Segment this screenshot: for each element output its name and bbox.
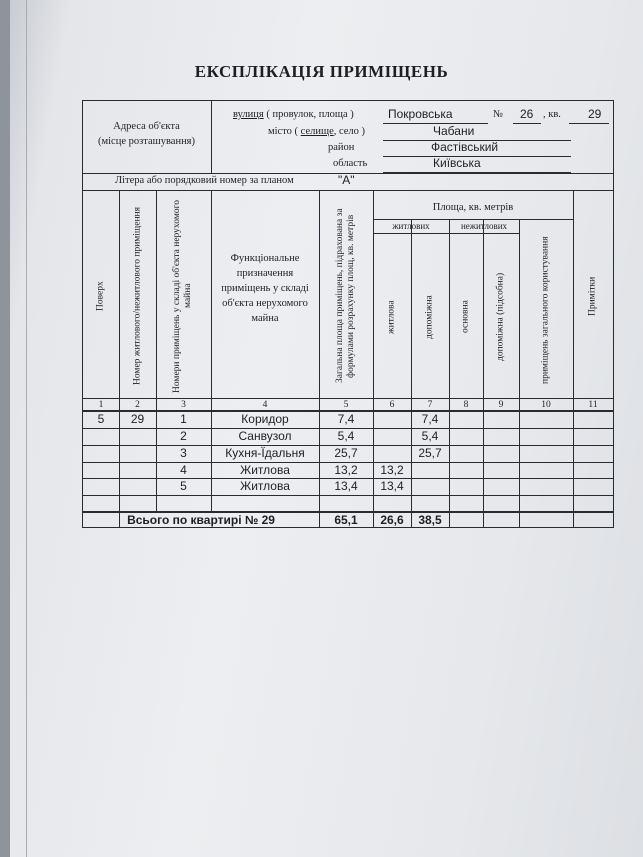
document-title: ЕКСПЛІКАЦІЯ ПРИМІЩЕНЬ: [194, 62, 449, 81]
page-fold-line: [26, 0, 27, 857]
explication-table: [82, 100, 614, 528]
row5-living: 13,4: [380, 479, 404, 493]
row3-room: 3: [180, 446, 187, 460]
district-label: район: [328, 142, 355, 153]
apartment-underline: [569, 123, 609, 124]
residential-label: житлових: [392, 221, 430, 231]
district-value: Фастівський: [431, 140, 499, 154]
header-common-use: приміщень загального користування: [540, 236, 551, 384]
area-subgroup-border: [373, 233, 519, 234]
column-number-8: 8: [463, 400, 469, 410]
column-number-6: 6: [389, 400, 395, 410]
column-number-11: 11: [588, 400, 598, 410]
column-number-2: 2: [135, 400, 140, 410]
col-line-8: [483, 219, 484, 527]
col-line-10: [573, 190, 574, 527]
area-group-label: Площа, кв. метрів: [432, 202, 514, 213]
city-label-c: , село ): [333, 126, 366, 137]
row1-floor: 5: [97, 412, 105, 426]
house-number-underline: [513, 123, 541, 124]
col-line-7: [449, 219, 450, 527]
row2-aux: 5,4: [421, 429, 439, 443]
street-label-b: ( провулок, площа ): [266, 109, 354, 120]
city-value: Чабани: [433, 124, 475, 138]
row3-aux: 25,7: [418, 446, 442, 460]
row5-purpose: Житлова: [240, 479, 290, 493]
header-living: житлова: [386, 300, 397, 334]
col-line-1: [119, 190, 120, 527]
row4-purpose: Житлова: [240, 463, 290, 477]
row2-total: 5,4: [337, 429, 355, 443]
header-main-nonres: основна: [460, 300, 471, 334]
total-area: 65,1: [334, 513, 358, 527]
city-label-a: місто (: [268, 126, 299, 137]
header-room-numbers: Номери приміщень у складі об'єкта нерухомого майна: [172, 199, 193, 393]
row5-room: 5: [180, 479, 187, 493]
row5-total: 13,4: [334, 479, 358, 493]
total-aux: 38,5: [418, 513, 442, 527]
city-label: [268, 126, 365, 137]
row-border-5: [83, 495, 613, 496]
city-label-b: селище: [300, 126, 334, 137]
street-label-a: вулиця: [233, 109, 264, 120]
row4-total: 13,2: [334, 463, 358, 477]
column-number-3: 3: [181, 400, 186, 410]
total-living: 26,6: [380, 513, 404, 527]
column-number-4: 4: [262, 400, 268, 410]
apartment-number: 29: [588, 107, 602, 121]
row4-living: 13,2: [380, 463, 404, 477]
litera-label: Літера або порядковий номер за планом: [115, 175, 294, 186]
address-divider: [211, 101, 212, 173]
row1-living: [373, 411, 411, 428]
address-label: [89, 119, 204, 149]
house-number: 26: [520, 107, 534, 121]
header-notes: Примітки: [587, 276, 598, 316]
row1-aux: 7,4: [421, 412, 439, 426]
address-label-line2: (місце розташування): [97, 136, 196, 147]
header-aux-nonres: допоміжна (підсобна): [495, 272, 506, 362]
header-aux-residential: допоміжна: [424, 295, 435, 339]
row2-room: 2: [180, 429, 187, 443]
area-group-border: [373, 219, 573, 220]
litera-value: "А": [338, 173, 355, 187]
row3-purpose: Кухня-Їдальня: [225, 446, 305, 460]
region-label: область: [333, 158, 368, 169]
row1-total: 7,4: [337, 412, 355, 426]
col-line-9: [519, 219, 520, 527]
litera-bottom-border: [83, 190, 613, 191]
street-label: [233, 109, 354, 120]
total-label: Всього по квартирі № 29: [127, 513, 275, 527]
row4-room: 4: [180, 463, 187, 477]
column-number-10: 10: [541, 400, 551, 410]
row1-apartment: 29: [130, 412, 145, 426]
street-value: Покровська: [388, 107, 453, 121]
nonresidential-label: нежитлових: [460, 221, 508, 231]
row3-total: 25,7: [334, 446, 358, 460]
row2-purpose: Санвузол: [238, 429, 292, 443]
row1-room: 1: [180, 412, 187, 426]
number-sign: №: [493, 109, 504, 120]
row1-purpose: Коридор: [241, 412, 289, 426]
header-total-area: Загальна площа приміщень, підрахована за формулами розрахунку площ, кв. метрів: [335, 208, 356, 384]
header-purpose: Функціональне призначення приміщень у складі об'єкта нерухомого майна: [221, 253, 309, 324]
region-value: Київська: [433, 156, 481, 170]
apartment-label: , кв.: [543, 109, 561, 120]
column-number-1: 1: [98, 400, 104, 410]
address-label-line1: Адреса об'єкта: [113, 121, 180, 132]
column-number-9: 9: [498, 400, 504, 410]
column-number-7: 7: [427, 400, 433, 410]
header-apartment-number: Номер житлового/нежитлового приміщення: [132, 207, 143, 386]
column-number-5: 5: [343, 400, 349, 410]
col-line-6: [411, 219, 412, 527]
header-floor: Поверх: [95, 281, 106, 311]
